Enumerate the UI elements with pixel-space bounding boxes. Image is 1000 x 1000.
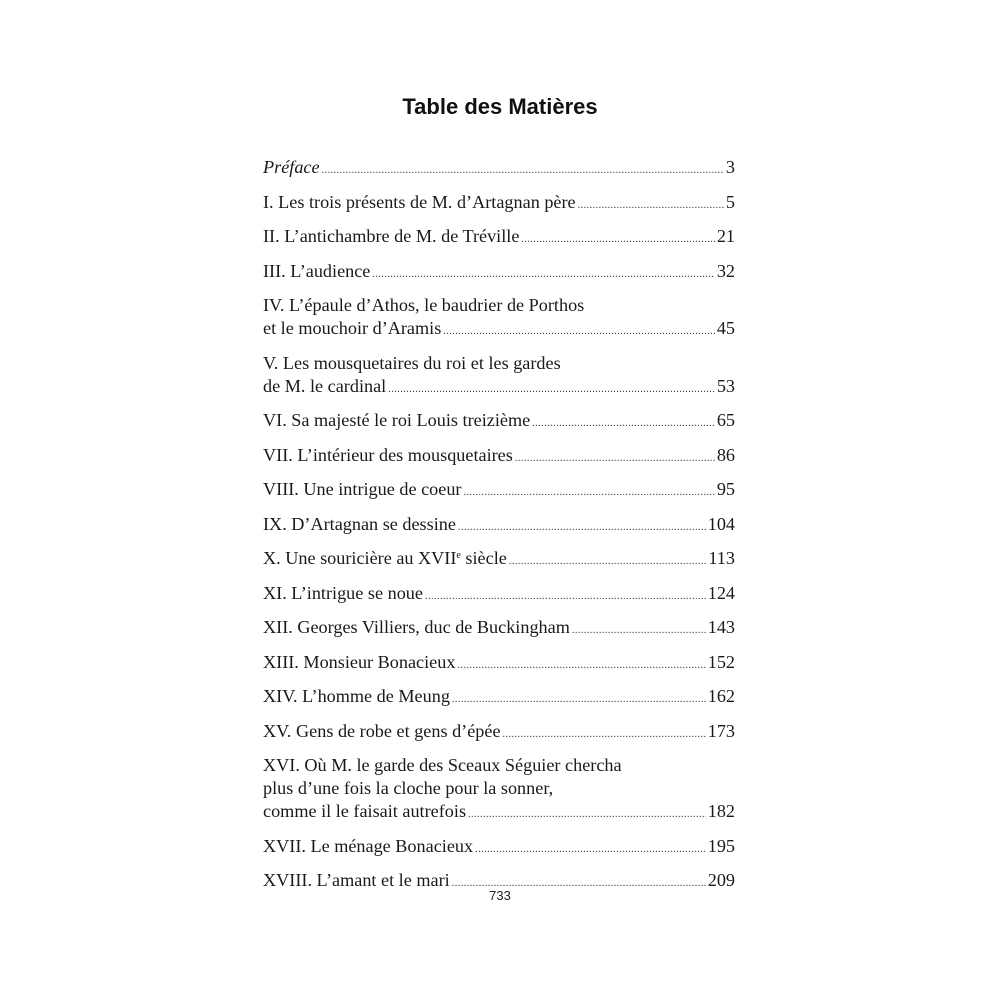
toc-entry-line bbox=[263, 547, 735, 573]
toc-entry bbox=[263, 294, 735, 343]
dot-leader bbox=[425, 585, 706, 608]
dot-leader bbox=[457, 654, 705, 677]
toc-entry-page: 21 bbox=[716, 226, 735, 246]
toc-entry-line bbox=[263, 375, 735, 401]
dot-leader bbox=[463, 481, 714, 504]
toc-entry-line bbox=[263, 191, 735, 217]
toc-entry bbox=[263, 835, 735, 861]
toc-entry-text: siècle bbox=[460, 548, 507, 568]
toc-entry-title bbox=[263, 478, 461, 501]
toc-entry-page: 45 bbox=[716, 318, 735, 338]
toc-entry-page: 86 bbox=[716, 444, 735, 465]
toc-entry-text: comme il le faisait autrefois bbox=[263, 801, 467, 821]
toc-entry bbox=[263, 651, 735, 677]
toc-entry-text: XVIII. L’amant et le mari bbox=[263, 870, 450, 890]
dot-leader bbox=[509, 550, 707, 573]
toc-entry-page: 182 bbox=[707, 801, 735, 821]
toc-entry-page: 113 bbox=[708, 548, 735, 568]
toc-entry-title bbox=[263, 260, 370, 283]
toc-entry-title bbox=[263, 375, 386, 398]
toc-entry-title bbox=[263, 317, 441, 340]
toc-entry-line bbox=[263, 478, 735, 504]
dot-leader bbox=[452, 688, 706, 711]
dot-leader bbox=[443, 320, 715, 343]
toc-entry bbox=[263, 616, 735, 642]
toc-entry-title bbox=[263, 294, 584, 317]
toc-entry-line bbox=[263, 156, 735, 182]
toc-entry-line bbox=[263, 294, 735, 317]
toc-entry-line bbox=[263, 616, 735, 642]
toc-entry-text: XIII. Monsieur Bonacieux bbox=[263, 651, 456, 672]
toc-entry-line bbox=[263, 513, 735, 539]
toc-entry-text: XV. Gens de robe et gens d’épée bbox=[263, 720, 501, 741]
toc-entry-line bbox=[263, 685, 735, 711]
toc-entry-title bbox=[263, 720, 501, 743]
toc-entry-text: V. Les mousquetaires du roi et les gardes bbox=[263, 352, 561, 373]
toc-entry-page: 3 bbox=[725, 157, 735, 177]
toc-entry-page: 209 bbox=[707, 870, 735, 890]
toc-entry-text: I. Les trois présents de M. d’Artagnan père bbox=[263, 191, 576, 212]
toc-entry-text: VII. L’intérieur des mousquetaires bbox=[263, 444, 513, 465]
toc-entry-page: 124 bbox=[707, 582, 735, 603]
toc-entry bbox=[263, 260, 735, 286]
toc-entry-text: X. Une souricière au XVII bbox=[263, 548, 457, 568]
toc-entry bbox=[263, 225, 735, 251]
toc-entry-line bbox=[263, 800, 735, 826]
toc-entry bbox=[263, 547, 735, 573]
toc-entry-page: 104 bbox=[707, 513, 735, 534]
dot-leader bbox=[388, 378, 715, 401]
toc-entry-text: II. L’antichambre de M. de Tréville bbox=[263, 226, 520, 246]
toc-entry-line bbox=[263, 317, 735, 343]
toc-entry-text: plus d’une fois la cloche pour la sonner, bbox=[263, 778, 554, 798]
toc-entry-line bbox=[263, 720, 735, 746]
toc-entry-line bbox=[263, 444, 735, 470]
toc-entry-line bbox=[263, 582, 735, 608]
toc-entry-page: 32 bbox=[716, 260, 735, 281]
toc-entry-title bbox=[263, 409, 530, 432]
toc-entry-page: 143 bbox=[707, 617, 735, 637]
toc-entry-title bbox=[263, 754, 622, 777]
dot-leader bbox=[475, 838, 706, 861]
toc-entry-text: VI. Sa majesté le roi Louis treizième bbox=[263, 410, 531, 430]
toc-entry-text: III. L’audience bbox=[263, 260, 371, 281]
toc-entry-title bbox=[263, 685, 450, 708]
table-of-contents bbox=[263, 156, 735, 904]
dot-leader bbox=[532, 412, 715, 435]
superscript: e bbox=[456, 550, 461, 561]
toc-entry-title bbox=[263, 352, 561, 375]
toc-entry-title bbox=[263, 444, 513, 467]
toc-entry-page: 162 bbox=[707, 686, 735, 706]
toc-entry bbox=[263, 352, 735, 401]
toc-entry-text: IX. D’Artagnan se dessine bbox=[263, 513, 456, 534]
page-number: 733 bbox=[489, 888, 511, 903]
dot-leader bbox=[468, 803, 706, 826]
toc-entry-line bbox=[263, 651, 735, 677]
toc-entry-text: XIV. L’homme de Meung bbox=[263, 686, 450, 706]
toc-entry-line bbox=[263, 225, 735, 251]
toc-entry-text: XVII. Le ménage Bonacieux bbox=[263, 835, 474, 856]
toc-entry-title bbox=[263, 582, 423, 605]
toc-entry-page: 65 bbox=[716, 410, 735, 430]
toc-entry-line bbox=[263, 835, 735, 861]
dot-leader bbox=[515, 447, 715, 470]
toc-entry-title bbox=[263, 156, 320, 179]
toc-entry-title bbox=[263, 800, 466, 823]
toc-entry bbox=[263, 754, 735, 826]
toc-entry bbox=[263, 156, 735, 182]
toc-entry-page: 173 bbox=[707, 720, 735, 741]
toc-entry bbox=[263, 685, 735, 711]
toc-entry-title bbox=[263, 616, 570, 639]
toc-entry bbox=[263, 409, 735, 435]
toc-entry-page: 195 bbox=[707, 835, 735, 856]
toc-entry-text: VIII. Une intrigue de coeur bbox=[263, 479, 462, 499]
dot-leader bbox=[578, 194, 724, 217]
dot-leader bbox=[458, 516, 706, 539]
toc-entry-title bbox=[263, 777, 553, 800]
toc-entry-line bbox=[263, 352, 735, 375]
toc-entry-line bbox=[263, 409, 735, 435]
toc-entry-title bbox=[263, 547, 507, 570]
dot-leader bbox=[503, 723, 706, 746]
toc-entry-text: XII. Georges Villiers, duc de Buckingham bbox=[263, 617, 570, 637]
toc-entry-line bbox=[263, 754, 735, 777]
toc-entry-text: Préface bbox=[263, 157, 320, 177]
toc-entry-title bbox=[263, 225, 519, 248]
toc-entry-line bbox=[263, 777, 735, 800]
toc-entry-title bbox=[263, 191, 576, 214]
page-title: Table des Matières bbox=[402, 94, 598, 119]
toc-entry-title bbox=[263, 651, 455, 674]
toc-entry-title bbox=[263, 835, 473, 858]
dot-leader bbox=[572, 619, 706, 642]
toc-entry bbox=[263, 444, 735, 470]
toc-entry-text: XVI. Où M. le garde des Sceaux Séguier chercha bbox=[263, 755, 622, 775]
toc-entry-page: 95 bbox=[716, 479, 735, 499]
toc-entry bbox=[263, 191, 735, 217]
toc-entry-text: et le mouchoir d’Aramis bbox=[263, 318, 442, 338]
toc-entry-text: IV. L’épaule d’Athos, le baudrier de Porthos bbox=[263, 295, 585, 315]
toc-entry-page: 152 bbox=[707, 651, 735, 672]
toc-entry-line bbox=[263, 260, 735, 286]
toc-entry bbox=[263, 478, 735, 504]
toc-entry bbox=[263, 582, 735, 608]
dot-leader bbox=[372, 263, 714, 286]
toc-entry-title bbox=[263, 513, 456, 536]
dot-leader bbox=[322, 159, 724, 182]
toc-entry-text: XI. L’intrigue se noue bbox=[263, 582, 423, 603]
toc-entry-page: 5 bbox=[725, 191, 735, 212]
toc-entry-page: 53 bbox=[716, 375, 735, 396]
toc-entry bbox=[263, 513, 735, 539]
toc-entry bbox=[263, 720, 735, 746]
toc-entry-text: de M. le cardinal bbox=[263, 375, 387, 396]
dot-leader bbox=[521, 228, 714, 251]
